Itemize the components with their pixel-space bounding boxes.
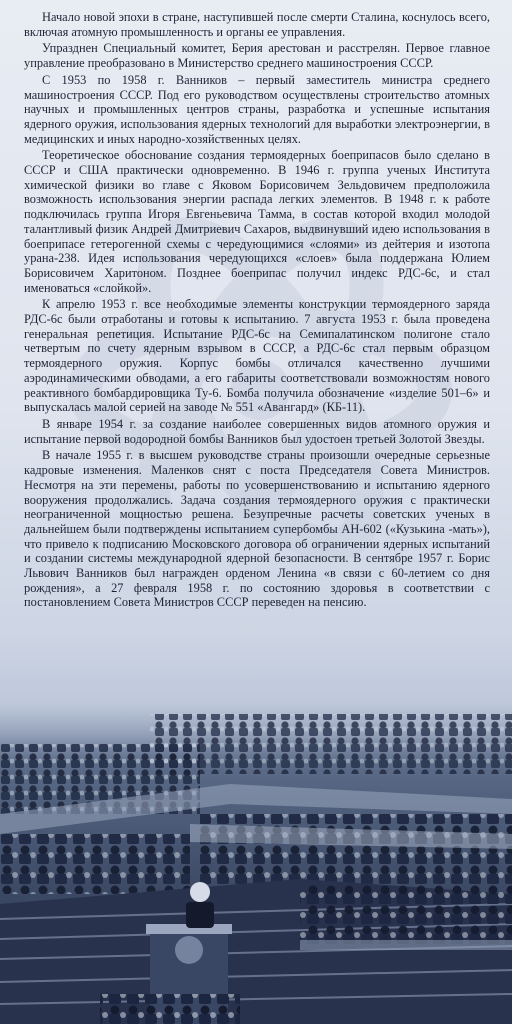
paragraph: Начало новой эпохи в стране, наступившей после смерти Сталина, коснулось всего, включая атомную промышленность и органы ее управления. xyxy=(24,10,490,39)
paragraph: Упразднен Специальный комитет, Берия арестован и расстрелян. Первое главное управление преобразовано в Министерство среднего машиностроения СССР. xyxy=(24,41,490,71)
paragraph: К апрелю 1953 г. все необходимые элементы конструкции термоядерного заряда РДС-6с были отработаны и готовы к испытанию. 7 августа 1953 г. была проведена генеральная репетиция. Испытание РДС-6с на Семипалатинском полигоне стало четвертым по счету ядерным взрывом в СССР, а РДС-6с стал первым образцом термоядерного оружия. Корпус бомбы отличался качественно лучшими аэродинамическими обводами, а его габариты соответствовали возможностям нового реактивного бомбардировщика Ту-6. Бомба получила обозначение «изделие 501–6» и выпускалась малой серией на заводе № 551 «Авангард» (КБ-11). xyxy=(24,297,490,415)
paragraph: С 1953 по 1958 г. Ванников – первый заместитель министра среднего машиностроения СССР. Под его руководством осуществлены строительство атомных научных и промышленных центров страны, разработка и успешные испытания ядерного оружия, использования ядерных технологий для выработки электроэнергии, в медицинских и иных народно-хозяйственных целях. xyxy=(24,72,490,146)
article-text xyxy=(24,10,490,612)
paragraph: В начале 1955 г. в высшем руководстве страны произошли очередные серьезные кадровые изменения. Маленков снят с поста Председателя Совета Министров. Несмотря на эти перемены, работы по усовершенствованию и испытанию ядерного вооружения продолжались. Задача создания термоядерного оружия с практически неограниченной мощностью решена. Безупречные расчеты советских ученых в дальнейшем были подтверждены испытанием супербомбы АН-602 («Кузькина -мать»), что привело к подписанию Московского договора об ограничении ядерных испытаний и создании системы международной ядерной безопасности. В сентябре 1957 г. Борис Львович Ванников был награжден орденом Ленина «в связи с 60-летием со дня рождения», а 27 февраля 1958 г. по состоянию здоровья в соответствии с постановлением Совета Министров СССР переведен на пенсию. xyxy=(24,448,490,610)
paragraph: Теоретическое обоснование создания термоядерных боеприпасов было сделано в СССР и США практически одновременно. В 1946 г. группа ученых Института химической физики во главе с Яковом Борисовичем Зельдовичем предположила возможность использования энергии распада легких элементов. В 1948 г. к работе подключилась группа Игоря Евгеньевича Тамма, в состав которой входил молодой талантливый физик Андрей Дмитриевич Сахаров, выдвинувший идею использования в боеприпасе гетерогенной схемы с чередующимися «слоями» из дейтерия и изотопа урана-238. Идея использования чередующихся «слоев» была поддержана Юлием Борисовичем Харитоном. Позднее боеприпас получил индекс РДС-6с, и стал именоваться «слойкой». xyxy=(24,148,490,295)
paragraph: В январе 1954 г. за создание наиболее совершенных видов атомного оружия и испытание первой водородной бомбы Ванников был удостоен третьей Золотой Звезды. xyxy=(24,416,490,446)
assembly-hall-photo xyxy=(0,704,512,1024)
